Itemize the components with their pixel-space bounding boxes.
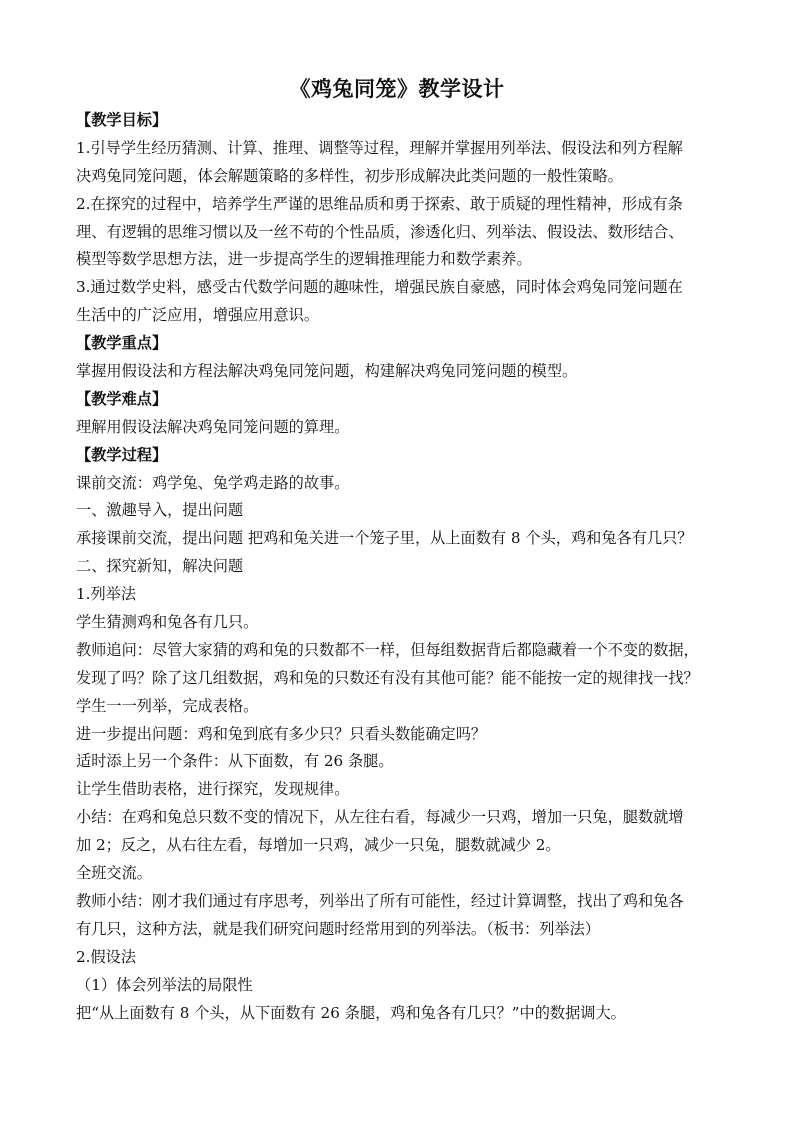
paragraph-line: 全班交流。: [76, 864, 152, 883]
paragraph-line: 适时添上另一个条件：从下面数，有 26 条腿。: [76, 752, 394, 771]
document-title: 《鸡兔同笼》教学设计: [289, 76, 505, 101]
paragraph-line: 生活中的广泛应用，增强应用意识。: [76, 306, 319, 325]
paragraph-line: 课前交流：鸡学兔、兔学鸡走路的故事。: [76, 473, 350, 492]
paragraph-line: 二、探究新知，解决问题: [76, 557, 244, 576]
paragraph-line: 理、有逻辑的思维习惯以及一丝不苟的个性品质，渗透化归、列举法、假设法、数形结合、: [76, 222, 684, 241]
paragraph-line: 发现了吗？除了这几组数据，鸡和兔的只数还有没有其他可能？能不能按一定的规律找一找？: [76, 668, 699, 687]
paragraph-line: 学生一一列举，完成表格。: [76, 696, 259, 715]
paragraph-line: 让学生借助表格，进行探究，发现规律。: [76, 780, 350, 799]
paragraph-line: （1）体会列举法的局限性: [76, 975, 253, 994]
paragraph-line: 加 2；反之，从右往左看，每增加一只鸡，减少一只兔，腿数就减少 2。: [76, 836, 561, 855]
paragraph-line: 把“从上面数有 8 个头，从下面数有 26 条腿，鸡和兔各有几只？”中的数据调大。: [76, 1003, 626, 1022]
paragraph-line: 承接课前交流，提出问题 把鸡和兔关进一个笼子里，从上面数有 8 个头，鸡和兔各有几只？: [76, 529, 693, 548]
paragraph-line: 2.在探究的过程中，培养学生严谨的思维品质和勇于探索、敢于质疑的理性精神，形成有条: [76, 194, 683, 213]
section-heading: 【教学重点】: [76, 334, 168, 353]
paragraph-line: 3.通过数学史料，感受古代数学问题的趣味性，增强民族自豪感，同时体会鸡兔同笼问题在: [76, 278, 683, 297]
paragraph-line: 1.引导学生经历猜测、计算、推理、调整等过程，理解并掌握用列举法、假设法和列方程解: [76, 138, 683, 157]
paragraph-line: 决鸡兔同笼问题，体会解题策略的多样性，初步形成解决此类问题的一般性策略。: [76, 166, 623, 185]
paragraph-line: 模型等数学思想方法，进一步提高学生的逻辑推理能力和数学素养。: [76, 250, 532, 269]
section-heading: 【教学难点】: [76, 389, 168, 408]
paragraph-line: 进一步提出问题：鸡和兔到底有多少只？只看头数能确定吗？: [76, 724, 487, 743]
paragraph-line: 掌握用假设法和方程法解决鸡兔同笼问题，构建解决鸡兔同笼问题的模型。: [76, 362, 578, 381]
paragraph-line: 教师追问：尽管大家猜的鸡和兔的只数都不一样，但每组数据背后都隐藏着一个不变的数据，: [76, 640, 699, 659]
paragraph-line: 小结：在鸡和兔总只数不变的情况下，从左往右看，每减少一只鸡，增加一只兔，腿数就增: [76, 808, 684, 827]
paragraph-line: 2.假设法: [76, 947, 137, 966]
paragraph-line: 有几只，这种方法，就是我们研究问题时经常用到的列举法。（板书：列举法）: [76, 919, 600, 938]
section-heading: 【教学过程】: [76, 445, 168, 464]
paragraph-line: 1.列举法: [76, 585, 137, 604]
document-body: [76, 107, 720, 1027]
paragraph-line: 学生猜测鸡和兔各有几只。: [76, 613, 259, 632]
section-heading: 【教学目标】: [76, 111, 168, 129]
paragraph-line: 理解用假设法解决鸡兔同笼问题的算理。: [76, 417, 350, 436]
paragraph-line: 教师小结：刚才我们通过有序思考，列举出了所有可能性，经过计算调整，找出了鸡和兔各: [76, 891, 684, 910]
paragraph-line: 一、激趣导入，提出问题: [76, 501, 244, 520]
